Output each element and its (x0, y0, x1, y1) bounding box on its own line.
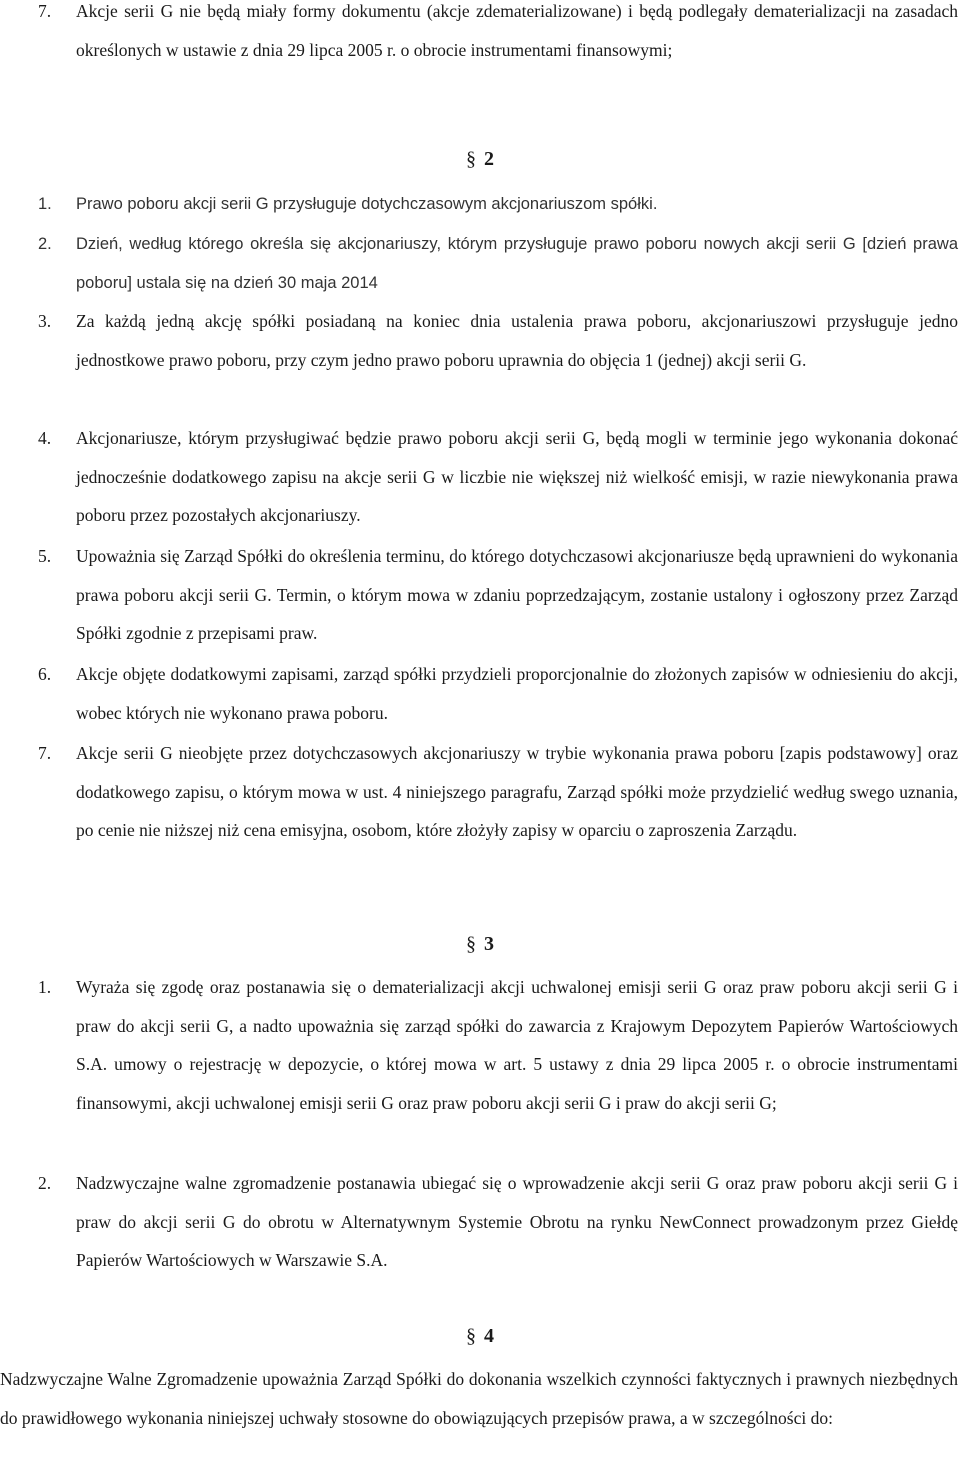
list-item-text: Nadzwyczajne walne zgromadzenie postanawia ubiegać się o wprowadzenie akcji serii G oraz praw poboru akcji serii G i praw do akcji serii G do obrotu w Alternatywnym Systemie Obrotu na rynku NewConnect prowadzonym przez Giełdę Papierów Wartościowych w Warszawie S.A. (76, 1173, 958, 1270)
list-item-number: 3. (38, 311, 52, 331)
list-item (0, 0, 958, 69)
list-item (0, 655, 958, 732)
list-item-number: 1. (38, 195, 52, 213)
section-number: 4 (484, 1325, 494, 1347)
list-item-text: Prawo poboru akcji serii G przysługuje dotychczasowym akcjonariuszom spółki. (76, 195, 658, 213)
list-item-number: 1. (38, 977, 52, 997)
list-item (0, 419, 958, 535)
list-item (0, 225, 958, 302)
list-item-number: 2. (38, 235, 52, 253)
section-heading-3 (466, 933, 494, 956)
section-sign: § (466, 933, 476, 955)
list-item-text: Akcje serii G nieobjęte przez dotychczasowych akcjonariuszy w trybie wykonania prawa poboru [zapis podstawowy] oraz dodatkowego zapisu, o którym mowa w ust. 4 niniejszego paragrafu, Zarząd spółki może przydzielić według swego uznania, po cenie nie niższej niż cena emisyjna, osobom, które złożyły zapisy w oparciu o zaproszenia Zarządu. (76, 743, 958, 840)
list-item-number: 7. (38, 1, 52, 21)
list-item (0, 185, 958, 224)
list-item-text: Wyraża się zgodę oraz postanawia się o dematerializacji akcji uchwalonej emisji serii G oraz praw poboru akcji serii G i praw do akcji serii G, a nadto upoważnia się zarząd spółki do zawarcia z Krajowym Depozytem Papierów Wartościowych S.A. umowy o rejestrację w depozycie, o której mowa w art. 5 ustawy z dnia 29 lipca 2005 r. o obrocie instrumentami finansowymi, akcji uchwalonej emisji serii G oraz praw poboru akcji serii G i praw do akcji serii G; (76, 977, 958, 1113)
list-item (0, 302, 958, 379)
list-item-text: Akcje objęte dodatkowymi zapisami, zarząd spółki przydzieli proporcjonalnie do złożonych zapisów w odniesieniu do akcji, wobec których nie wykonano prawa poboru. (76, 664, 958, 723)
list-item (0, 1164, 958, 1280)
list-item (0, 968, 958, 1122)
list-item-number: 5. (38, 546, 52, 566)
list-item-text: Akcje serii G nie będą miały formy dokumentu (akcje zdematerializowane) i będą podlegały dematerializacji na zasadach określonych w ustawie z dnia 29 lipca 2005 r. o obrocie instrumentami finansowymi; (76, 1, 958, 60)
list-item-number: 7. (38, 743, 52, 763)
list-item-text: Za każdą jedną akcję spółki posiadaną na koniec dnia ustalenia prawa poboru, akcjonariuszowi przysługuje jedno jednostkowe prawo poboru, przy czym jedno prawo poboru uprawnia do objęcia 1 (jednej) akcji serii G. (76, 311, 958, 370)
section-heading-2 (466, 148, 494, 171)
list-item-number: 4. (38, 428, 52, 448)
section-sign: § (466, 1325, 476, 1347)
section-number: 3 (484, 933, 494, 955)
paragraph: Nadzwyczajne Walne Zgromadzenie upoważnia Zarząd Spółki do dokonania wszelkich czynności faktycznych i prawnych niezbędnych do prawidłowego wykonania niniejszej uchwały stosowne do obowiązujących przepisów prawa, a w szczególności do: (0, 1369, 958, 1428)
list-item-text: Akcjonariusze, którym przysługiwać będzie prawo poboru akcji serii G, będą mogli w terminie jego wykonania dokonać jednocześnie dodatkowego zapisu na akcje serii G w liczbie nie większej niż wielkość emisji, w razie niewykonania prawa poboru przez pozostałych akcjonariuszy. (76, 428, 958, 525)
section-number: 2 (484, 148, 494, 170)
list-item-number: 6. (38, 664, 52, 684)
list-item-number: 2. (38, 1173, 52, 1193)
section-heading-4 (466, 1325, 494, 1348)
list-item (0, 734, 958, 850)
section-sign: § (466, 148, 476, 170)
list-item (0, 537, 958, 653)
list-item-text: Dzień, według którego określa się akcjonariuszy, którym przysługuje prawo poboru nowych akcji serii G [dzień prawa poboru] ustala się na dzień 30 maja 2014 (76, 235, 958, 292)
list-item-text: Upoważnia się Zarząd Spółki do określenia terminu, do którego dotychczasowi akcjonariusze będą uprawnieni do wykonania prawa poboru akcji serii G. Termin, o którym mowa w zdaniu poprzedzającym, zostanie ustalony i ogłoszony przez Zarząd Spółki zgodnie z przepisami praw. (76, 546, 958, 643)
